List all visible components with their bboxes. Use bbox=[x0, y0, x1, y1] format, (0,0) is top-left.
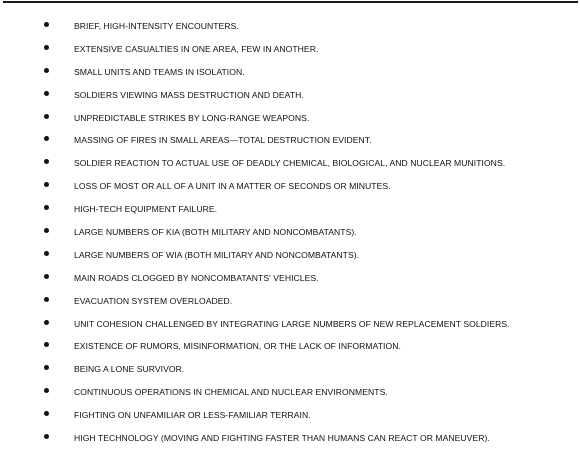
bullet-icon bbox=[44, 114, 49, 119]
bullet-icon bbox=[44, 274, 49, 279]
bullet-icon bbox=[44, 205, 49, 210]
list-item-text: EVACUATION SYSTEM OVERLOADED. bbox=[74, 295, 233, 306]
bullet-icon bbox=[44, 434, 49, 439]
list-item-text: FIGHTING ON UNFAMILIAR OR LESS-FAMILIAR TERRAIN. bbox=[74, 410, 311, 421]
list-item-text: CONTINUOUS OPERATIONS IN CHEMICAL AND NUCLEAR ENVIRONMENTS. bbox=[74, 387, 388, 398]
bullet-icon bbox=[44, 342, 49, 347]
bullet-icon bbox=[44, 22, 49, 27]
list-item-text: UNIT COHESION CHALLENGED BY INTEGRATING LARGE NUMBERS OF NEW REPLACEMENT SOLDIERS. bbox=[74, 318, 510, 329]
bullet-icon bbox=[44, 136, 49, 141]
list-item-text: EXTENSIVE CASUALTIES IN ONE AREA, FEW IN ANOTHER. bbox=[74, 43, 319, 54]
bullet-icon bbox=[44, 365, 49, 370]
bullet-icon bbox=[44, 388, 49, 393]
list-item-text: HIGH-TECH EQUIPMENT FAILURE. bbox=[74, 204, 218, 215]
top-rule bbox=[3, 1, 578, 3]
bullet-icon bbox=[44, 320, 49, 325]
list-item-text: UNPREDICTABLE STRIKES BY LONG-RANGE WEAPONS. bbox=[74, 112, 310, 123]
list-item-text: HIGH TECHNOLOGY (MOVING AND FIGHTING FASTER THAN HUMANS CAN REACT OR MANEUVER). bbox=[74, 433, 490, 444]
list-item-text: MASSING OF FIRES IN SMALL AREAS—TOTAL DESTRUCTION EVIDENT. bbox=[74, 135, 372, 146]
bullet-icon bbox=[44, 68, 49, 73]
bullet-icon bbox=[44, 228, 49, 233]
bullet-icon bbox=[44, 45, 49, 50]
list-item-text: MAIN ROADS CLOGGED BY NONCOMBATANTS' VEHICLES. bbox=[74, 272, 319, 283]
bullet-icon bbox=[44, 411, 49, 416]
bullet-icon bbox=[44, 159, 49, 164]
list-item-text: LARGE NUMBERS OF WIA (BOTH MILITARY AND NONCOMBATANTS). bbox=[74, 249, 360, 260]
list-item-text: LOSS OF MOST OR ALL OF A UNIT IN A MATTER OF SECONDS OR MINUTES. bbox=[74, 181, 391, 192]
bullet-icon bbox=[44, 251, 49, 256]
list-item-text: SOLDIER REACTION TO ACTUAL USE OF DEADLY CHEMICAL, BIOLOGICAL, AND NUCLEAR MUNITIONS. bbox=[74, 158, 506, 169]
list-item-text: SMALL UNITS AND TEAMS IN ISOLATION. bbox=[74, 66, 245, 77]
list-item-text: EXISTENCE OF RUMORS, MISINFORMATION, OR THE LACK OF INFORMATION. bbox=[74, 341, 401, 352]
list-item-text: SOLDIERS VIEWING MASS DESTRUCTION AND DEATH. bbox=[74, 89, 304, 100]
bullet-icon bbox=[44, 182, 49, 187]
list-item-text: BRIEF, HIGH-INTENSITY ENCOUNTERS. bbox=[74, 21, 239, 31]
list-item-text: BEING A LONE SURVIVOR. bbox=[74, 364, 185, 375]
bullet-icon bbox=[44, 91, 49, 96]
list-item-text: LARGE NUMBERS OF KIA (BOTH MILITARY AND NONCOMBATANTS). bbox=[74, 227, 357, 238]
bullet-icon bbox=[44, 297, 49, 302]
